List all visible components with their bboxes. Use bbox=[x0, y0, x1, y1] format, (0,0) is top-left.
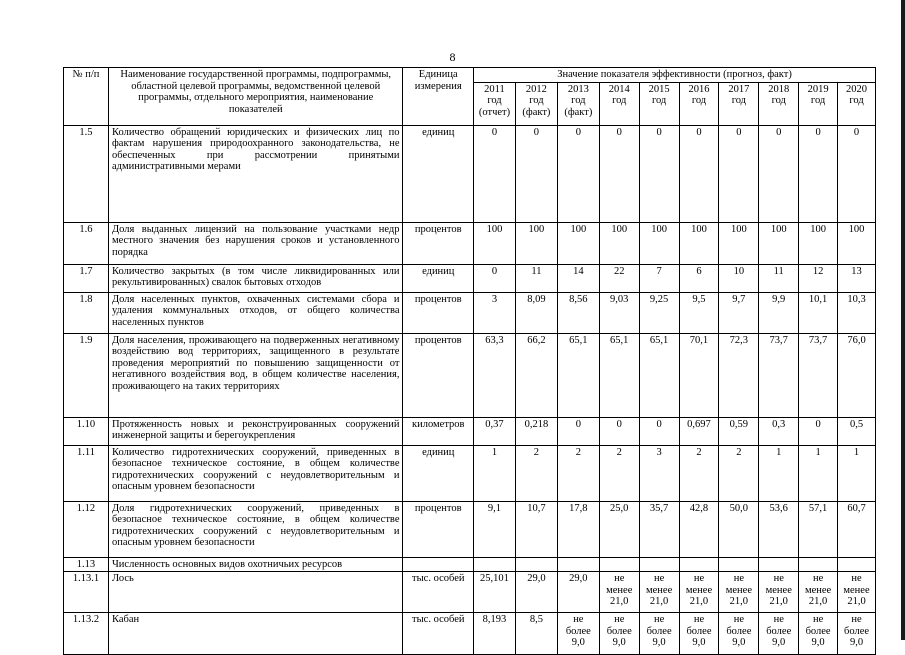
value-cell: 0 bbox=[799, 125, 838, 222]
value-cell: 8,56 bbox=[557, 292, 599, 333]
value-cell: 0 bbox=[639, 125, 679, 222]
value-cell: 10,1 bbox=[799, 292, 838, 333]
unit-cell: единиц bbox=[403, 264, 474, 292]
value-cell: не более 9,0 bbox=[838, 613, 876, 655]
row-number: 1.12 bbox=[64, 501, 109, 557]
year-label: 2017 bbox=[728, 83, 750, 95]
year-note: (факт) bbox=[564, 106, 593, 118]
value-cell: 6 bbox=[679, 264, 719, 292]
unit-cell: тыс. особей bbox=[403, 613, 474, 655]
value-cell: 29,0 bbox=[515, 572, 557, 613]
year-label: 2014 bbox=[608, 83, 630, 95]
value-cell: 9,03 bbox=[599, 292, 639, 333]
year-unit-label: год bbox=[529, 95, 544, 106]
unit-cell: процентов bbox=[403, 333, 474, 417]
unit-cell: единиц bbox=[403, 445, 474, 501]
row-number: 1.13.2 bbox=[64, 613, 109, 655]
value-cell: 0,218 bbox=[515, 417, 557, 445]
year-header-2012 bbox=[515, 82, 557, 125]
year-unit-label: год bbox=[487, 95, 502, 106]
value-cell: 0 bbox=[799, 417, 838, 445]
value-cell: 0 bbox=[679, 125, 719, 222]
value-cell bbox=[679, 557, 719, 572]
row-number: 1.6 bbox=[64, 222, 109, 264]
year-header-2018 bbox=[759, 82, 799, 125]
value-cell: 9,5 bbox=[679, 292, 719, 333]
value-cell: 9,25 bbox=[639, 292, 679, 333]
table-body bbox=[64, 125, 876, 655]
unit-cell: километров bbox=[403, 417, 474, 445]
value-cell: 29,0 bbox=[557, 572, 599, 613]
value-cell: 100 bbox=[838, 222, 876, 264]
value-cell: 9,7 bbox=[719, 292, 759, 333]
value-cell: 8,193 bbox=[474, 613, 516, 655]
row-number: 1.5 bbox=[64, 125, 109, 222]
year-header-2013 bbox=[557, 82, 599, 125]
value-cell: 1 bbox=[799, 445, 838, 501]
table-row bbox=[64, 264, 876, 292]
value-cell: не более 9,0 bbox=[759, 613, 799, 655]
value-cell: 35,7 bbox=[639, 501, 679, 557]
value-cell: 2 bbox=[599, 445, 639, 501]
indicator-name: Лось bbox=[108, 572, 403, 613]
value-cell: 17,8 bbox=[557, 501, 599, 557]
table-row bbox=[64, 333, 876, 417]
value-cell: 1 bbox=[838, 445, 876, 501]
value-cell: 65,1 bbox=[599, 333, 639, 417]
value-cell: 76,0 bbox=[838, 333, 876, 417]
year-unit-label: год bbox=[571, 95, 586, 106]
value-cell: 0,3 bbox=[759, 417, 799, 445]
col-header-name: Наименование государственной программы, подпрограммы, областной целевой программы, ведомственной целевой программы, отдельного мероприятия, наименование показателей bbox=[108, 68, 403, 126]
value-cell: 66,2 bbox=[515, 333, 557, 417]
unit-cell: процентов bbox=[403, 501, 474, 557]
table-row bbox=[64, 613, 876, 655]
value-cell: 1 bbox=[759, 445, 799, 501]
col-header-number: № п/п bbox=[64, 68, 109, 126]
table-row bbox=[64, 222, 876, 264]
year-unit-label: год bbox=[651, 95, 667, 106]
value-cell bbox=[719, 557, 759, 572]
value-cell: 13 bbox=[838, 264, 876, 292]
value-cell: 2 bbox=[557, 445, 599, 501]
value-cell: 100 bbox=[719, 222, 759, 264]
value-cell: 12 bbox=[799, 264, 838, 292]
unit-cell: процентов bbox=[403, 222, 474, 264]
unit-cell bbox=[403, 557, 474, 572]
year-label: 2016 bbox=[688, 83, 710, 95]
page-number: 8 bbox=[449, 50, 456, 64]
value-cell: 65,1 bbox=[557, 333, 599, 417]
row-number: 1.11 bbox=[64, 445, 109, 501]
value-cell: 0 bbox=[719, 125, 759, 222]
value-cell: не менее 21,0 bbox=[838, 572, 876, 613]
year-header-2019 bbox=[799, 82, 838, 125]
value-cell: не менее 21,0 bbox=[639, 572, 679, 613]
value-cell: 0 bbox=[639, 417, 679, 445]
value-cell: 9,1 bbox=[474, 501, 516, 557]
header-row bbox=[64, 68, 876, 83]
year-unit-label: год bbox=[691, 95, 707, 106]
value-cell: 3 bbox=[474, 292, 516, 333]
row-number: 1.13 bbox=[64, 557, 109, 572]
year-note: (факт) bbox=[522, 106, 551, 118]
year-label: 2020 bbox=[846, 83, 867, 95]
col-header-values: Значение показателя эффективности (прогноз, факт) bbox=[474, 68, 876, 83]
value-cell: 3 bbox=[639, 445, 679, 501]
value-cell: 25,0 bbox=[599, 501, 639, 557]
value-cell: не менее 21,0 bbox=[759, 572, 799, 613]
indicator-name: Доля гидротехнических сооружений, приведенных в безопасное техническое состояние, в общем количестве гидротехнических сооружений с неудовлетворительным и опасным уровнем безопасности bbox=[108, 501, 403, 557]
value-cell bbox=[639, 557, 679, 572]
indicator-name: Количество гидротехнических сооружений, приведенных в безопасное техническое состояние, в общем количестве гидротехнических сооружений с неудовлетворительным и опасным уровнем безопасности bbox=[108, 445, 403, 501]
year-label: 2011 bbox=[484, 83, 505, 95]
indicator-name: Доля выданных лицензий на пользование участками недр местного значения без нарушения сроков и установленного порядка bbox=[108, 222, 403, 264]
row-number: 1.8 bbox=[64, 292, 109, 333]
unit-cell: тыс. особей bbox=[403, 572, 474, 613]
unit-cell: единиц bbox=[403, 125, 474, 222]
page-edge-border bbox=[901, 0, 905, 640]
value-cell: 10,7 bbox=[515, 501, 557, 557]
value-cell: 0,697 bbox=[679, 417, 719, 445]
value-cell bbox=[474, 557, 516, 572]
value-cell: 0,37 bbox=[474, 417, 516, 445]
row-number: 1.10 bbox=[64, 417, 109, 445]
value-cell bbox=[799, 557, 838, 572]
value-cell: не менее 21,0 bbox=[679, 572, 719, 613]
value-cell: не более 9,0 bbox=[799, 613, 838, 655]
value-cell: 22 bbox=[599, 264, 639, 292]
value-cell: не более 9,0 bbox=[719, 613, 759, 655]
year-header-2016 bbox=[679, 82, 719, 125]
value-cell: 0,59 bbox=[719, 417, 759, 445]
value-cell: не более 9,0 bbox=[679, 613, 719, 655]
value-cell: 7 bbox=[639, 264, 679, 292]
value-cell: 0 bbox=[557, 125, 599, 222]
value-cell: не менее 21,0 bbox=[599, 572, 639, 613]
year-label: 2018 bbox=[768, 83, 790, 95]
value-cell: 100 bbox=[557, 222, 599, 264]
value-cell: 0 bbox=[599, 417, 639, 445]
value-cell: 100 bbox=[639, 222, 679, 264]
year-unit-label: год bbox=[810, 95, 826, 106]
indicator-name: Количество закрытых (в том числе ликвидированных или рекультивированных) свалок бытовых отходов bbox=[108, 264, 403, 292]
value-cell: 14 bbox=[557, 264, 599, 292]
year-header-2017 bbox=[719, 82, 759, 125]
table-row bbox=[64, 501, 876, 557]
value-cell: 8,09 bbox=[515, 292, 557, 333]
value-cell: 10 bbox=[719, 264, 759, 292]
value-cell: 0 bbox=[474, 125, 516, 222]
indicator-name: Кабан bbox=[108, 613, 403, 655]
value-cell: не более 9,0 bbox=[557, 613, 599, 655]
value-cell: 8,5 bbox=[515, 613, 557, 655]
value-cell: 2 bbox=[515, 445, 557, 501]
value-cell: 100 bbox=[799, 222, 838, 264]
value-cell: 100 bbox=[474, 222, 516, 264]
value-cell: 11 bbox=[759, 264, 799, 292]
row-number: 1.9 bbox=[64, 333, 109, 417]
value-cell: не более 9,0 bbox=[639, 613, 679, 655]
value-cell: не менее 21,0 bbox=[799, 572, 838, 613]
value-cell: 10,3 bbox=[838, 292, 876, 333]
year-header-2014 bbox=[599, 82, 639, 125]
value-cell: не более 9,0 bbox=[599, 613, 639, 655]
table-row bbox=[64, 557, 876, 572]
year-header-2020 bbox=[838, 82, 876, 125]
value-cell bbox=[759, 557, 799, 572]
value-cell bbox=[557, 557, 599, 572]
year-unit-label: год bbox=[731, 95, 747, 106]
row-number: 1.13.1 bbox=[64, 572, 109, 613]
value-cell: 63,3 bbox=[474, 333, 516, 417]
year-label: 2013 bbox=[567, 83, 589, 95]
value-cell: 65,1 bbox=[639, 333, 679, 417]
value-cell: 100 bbox=[679, 222, 719, 264]
value-cell bbox=[838, 557, 876, 572]
indicator-name: Численность основных видов охотничьих ресурсов bbox=[108, 557, 403, 572]
value-cell: 100 bbox=[515, 222, 557, 264]
value-cell: 11 bbox=[515, 264, 557, 292]
value-cell: 0 bbox=[599, 125, 639, 222]
indicator-name: Доля населенных пунктов, охваченных системами сбора и удаления коммунальных отходов, от общего количества населенных пунктов bbox=[108, 292, 403, 333]
table-row bbox=[64, 572, 876, 613]
value-cell: 100 bbox=[599, 222, 639, 264]
value-cell: 70,1 bbox=[679, 333, 719, 417]
year-header-2011 bbox=[474, 82, 516, 125]
value-cell: 9,9 bbox=[759, 292, 799, 333]
col-header-unit: Единица измерения bbox=[403, 68, 474, 126]
value-cell: 0 bbox=[759, 125, 799, 222]
table-row bbox=[64, 445, 876, 501]
value-cell: 0 bbox=[838, 125, 876, 222]
value-cell: 100 bbox=[759, 222, 799, 264]
table-row bbox=[64, 417, 876, 445]
value-cell: 73,7 bbox=[799, 333, 838, 417]
year-unit-label: год bbox=[771, 95, 786, 106]
value-cell: 0 bbox=[474, 264, 516, 292]
value-cell bbox=[599, 557, 639, 572]
value-cell: 0 bbox=[515, 125, 557, 222]
value-cell: 2 bbox=[679, 445, 719, 501]
row-number: 1.7 bbox=[64, 264, 109, 292]
value-cell: 73,7 bbox=[759, 333, 799, 417]
year-unit-label: год bbox=[612, 95, 627, 106]
year-unit-label: год bbox=[849, 95, 864, 106]
year-label: 2012 bbox=[525, 83, 547, 95]
value-cell: 50,0 bbox=[719, 501, 759, 557]
year-label: 2019 bbox=[807, 83, 829, 95]
indicator-name: Протяженность новых и реконструированных сооружений инженерной защиты и берегоукрепления bbox=[108, 417, 403, 445]
value-cell: не менее 21,0 bbox=[719, 572, 759, 613]
indicator-name: Количество обращений юридических и физических лиц по фактам нарушения природоохранного законодательства, не обеспеченных при рассмотрении принятыми административными мерами bbox=[108, 125, 403, 222]
indicators-table bbox=[63, 67, 876, 655]
value-cell: 60,7 bbox=[838, 501, 876, 557]
year-header-2015 bbox=[639, 82, 679, 125]
table-row bbox=[64, 125, 876, 222]
value-cell bbox=[515, 557, 557, 572]
value-cell: 72,3 bbox=[719, 333, 759, 417]
value-cell: 42,8 bbox=[679, 501, 719, 557]
value-cell: 25,101 bbox=[474, 572, 516, 613]
value-cell: 57,1 bbox=[799, 501, 838, 557]
value-cell: 2 bbox=[719, 445, 759, 501]
value-cell: 0 bbox=[557, 417, 599, 445]
indicator-name: Доля населения, проживающего на подверженных негативному воздействию вод территориях, защищенного в результате проведения мероприятий по повышению защищенности от негативного воздействия вод, в общем количестве населения, проживающего на таких территориях bbox=[108, 333, 403, 417]
year-note: (отчет) bbox=[478, 106, 511, 118]
unit-cell: процентов bbox=[403, 292, 474, 333]
value-cell: 0,5 bbox=[838, 417, 876, 445]
value-cell: 1 bbox=[474, 445, 516, 501]
table-row bbox=[64, 292, 876, 333]
value-cell: 53,6 bbox=[759, 501, 799, 557]
year-label: 2015 bbox=[648, 83, 670, 95]
